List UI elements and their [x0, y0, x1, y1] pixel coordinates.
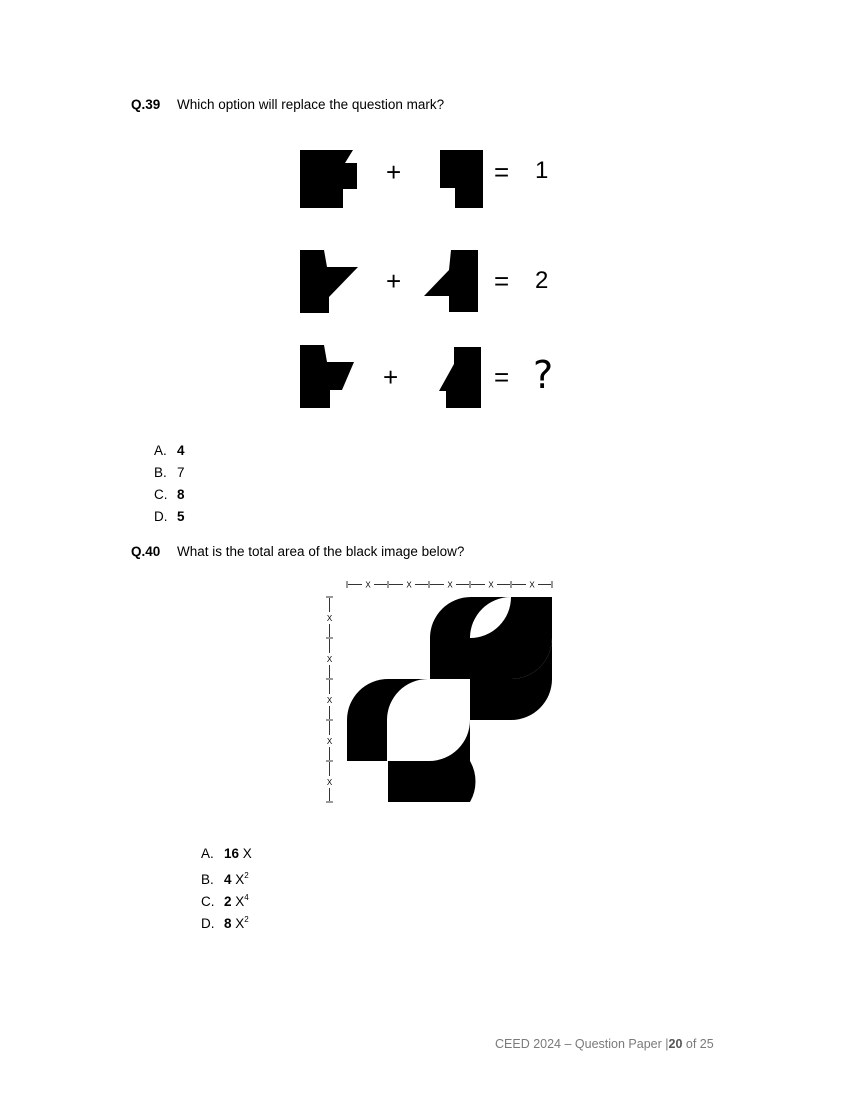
page-total: of 25: [682, 1037, 714, 1051]
option-exponent: 2: [244, 871, 249, 880]
page-number: 20: [668, 1037, 683, 1051]
option-exponent: 2: [244, 915, 249, 924]
option-value: 4: [177, 443, 185, 458]
page-footer: [495, 1037, 714, 1051]
question-text: Which option will replace the question mark?: [177, 97, 445, 112]
option-d[interactable]: [154, 508, 185, 526]
option-label: A.: [201, 846, 214, 861]
option-value: 8: [177, 487, 185, 502]
plus-sign: +: [386, 266, 402, 296]
puzzle-shape-1a: [300, 150, 358, 210]
equation-result: 1: [535, 157, 549, 184]
dimension-label: X: [447, 580, 453, 590]
option-exponent: 4: [244, 893, 249, 902]
dimension-label: X: [529, 580, 535, 590]
dimension-label: X: [406, 580, 412, 590]
equals-sign: =: [494, 157, 510, 187]
option-label: D.: [201, 916, 215, 931]
top-dimension-labels: [365, 581, 535, 590]
option-label: D.: [154, 509, 168, 524]
option-label: B.: [201, 872, 214, 887]
option-c[interactable]: [201, 889, 249, 907]
option-label: A.: [154, 443, 167, 458]
question-mark: ?: [533, 353, 554, 397]
dimension-label: X: [326, 655, 333, 664]
question-number: Q.39: [131, 97, 161, 112]
option-label: C.: [201, 894, 215, 909]
option-a[interactable]: [201, 845, 252, 863]
dimension-label: X: [326, 778, 333, 787]
equation-result: 2: [535, 267, 549, 294]
option-unit: X: [235, 872, 245, 887]
option-label: B.: [154, 465, 167, 480]
option-label: C.: [154, 487, 168, 502]
puzzle-shape-3a: [300, 344, 358, 412]
equals-sign: =: [494, 362, 510, 392]
question-number: Q.40: [131, 544, 161, 559]
option-unit: X: [235, 894, 245, 909]
option-value: 16: [224, 846, 240, 861]
plus-sign: +: [386, 157, 402, 187]
dimension-label: X: [488, 580, 494, 590]
option-value: 8: [224, 916, 232, 931]
option-b[interactable]: [154, 464, 185, 482]
option-value: 7: [177, 465, 185, 480]
option-value: 4: [224, 872, 232, 887]
puzzle-shape-2a: [300, 250, 362, 316]
option-d[interactable]: [201, 911, 249, 929]
question-text: What is the total area of the black image below?: [177, 544, 465, 559]
dimension-label: X: [365, 580, 371, 590]
option-unit: X: [235, 916, 245, 931]
puzzle-shape-2b: [422, 248, 482, 314]
option-a[interactable]: [154, 442, 185, 460]
black-image-figure: [320, 576, 560, 808]
puzzle-shape-1b: [438, 150, 484, 210]
option-value: 5: [177, 509, 185, 524]
option-unit: X: [242, 846, 252, 861]
footer-title: CEED 2024 – Question Paper |: [495, 1037, 669, 1051]
dimension-label: X: [326, 696, 333, 705]
puzzle-shape-3b: [437, 344, 483, 412]
option-c[interactable]: [154, 486, 185, 504]
equals-sign: =: [494, 266, 510, 296]
black-shape: [347, 597, 552, 802]
dimension-label: X: [326, 614, 333, 623]
option-value: 2: [224, 894, 232, 909]
option-b[interactable]: [201, 867, 249, 885]
plus-sign: +: [383, 362, 399, 392]
dimension-label: X: [326, 737, 333, 746]
